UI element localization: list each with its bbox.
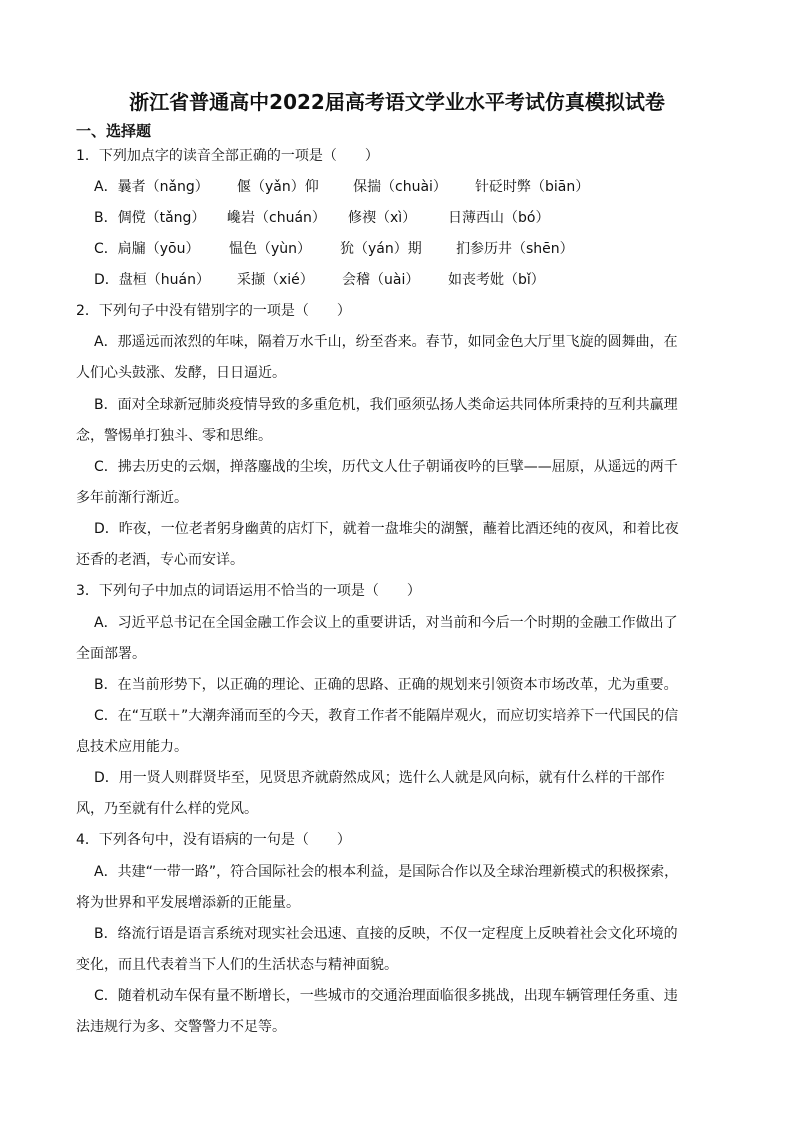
q2-option-b-line-1: B．面对全球新冠肺炎疫情导致的多重危机，我们亟须弘扬人类命运共同体所秉持的互利共赢理 (94, 397, 678, 413)
q1-option-a-item-2: 偃（yǎn）仰 (237, 179, 319, 195)
q2-option-d-line-1: D．昨夜，一位老者躬身幽黄的店灯下，就着一盘堆尖的湖蟹，蘸着比酒还纯的夜风，和着比夜 (94, 521, 679, 537)
q1-option-d-item-2: 采撷（xié） (237, 272, 314, 288)
q2-option-d-line-2: 还香的老酒，专心而安详。 (76, 552, 244, 568)
q1-option-d-item-3: 会稽（uài） (342, 272, 420, 288)
q4-option-c-line-1: C．随着机动车保有量不断增长，一些城市的交通治理面临很多挑战，出现车辆管理任务重、违 (94, 988, 678, 1004)
q1-option-b-item-3: 修禊（xì） (348, 210, 417, 226)
question-4-stem: 4．下列各句中，没有语病的一句是（ ） (76, 832, 351, 848)
q4-option-c-line-2: 法违规行为多、交警警力不足等。 (76, 1019, 286, 1035)
q1-option-a-item-3: 保揣（chuài） (353, 179, 447, 195)
question-2-stem: 2．下列句子中没有错别字的一项是（ ） (76, 303, 351, 319)
question-1-stem: 1．下列加点字的读音全部正确的一项是（ ） (76, 148, 379, 164)
q1-option-d-item-1: D．盘桓（huán） (94, 272, 210, 288)
q2-option-b-line-2: 念，警惕单打独斗、零和思维。 (76, 428, 272, 444)
q3-option-d-line-1: D．用一贤人则群贤毕至，见贤思齐就蔚然成风；选什么人就是风向标，就有什么样的干部作 (94, 770, 665, 786)
q1-option-b-item-4: 日薄西山（bó） (448, 210, 550, 226)
section-heading: 一、选择题 (76, 122, 152, 140)
page-title: 浙江省普通高中2022届高考语文学业水平考试仿真模拟试卷 (129, 90, 665, 114)
q1-option-c-item-1: C．扃牖（yōu） (94, 241, 200, 257)
q3-option-a-line-1: A．习近平总书记在全国金融工作会议上的重要讲话，对当前和今后一个时期的金融工作做出了 (94, 615, 678, 631)
q2-option-c-line-1: C．拂去历史的云烟，掸落鏖战的尘埃，历代文人仕子朝诵夜吟的巨擘——屈原，从遥远的两千 (94, 459, 678, 475)
q1-option-a-item-4: 针砭时弊（biān） (475, 179, 590, 195)
q2-option-c-line-2: 多年前渐行渐近。 (76, 490, 188, 506)
q3-option-c-line-2: 息技术应用能力。 (76, 739, 188, 755)
q1-option-a-item-1: A．曩者（nǎng） (94, 179, 209, 195)
q1-option-d-item-4: 如丧考妣（bǐ） (448, 272, 545, 288)
q3-option-d-line-2: 风，乃至就有什么样的党风。 (76, 801, 258, 817)
q3-option-a-line-2: 全面部署。 (76, 646, 146, 662)
question-3-stem: 3．下列句子中加点的词语运用不恰当的一项是（ ） (76, 583, 421, 599)
q4-option-a-line-1: A．共建“一带一路”，符合国际社会的根本利益，是国际合作以及全球治理新模式的积极探索， (94, 864, 679, 880)
q1-option-c-item-4: 扪参历井（shēn） (456, 241, 574, 257)
q1-option-b-item-2: 巉岩（chuán） (227, 210, 326, 226)
q4-option-a-line-2: 将为世界和平发展增添新的正能量。 (76, 895, 300, 911)
q3-option-b-line-1: B．在当前形势下，以正确的理论、正确的思路、正确的规划来引领资本市场改革，尤为重要。 (94, 677, 678, 693)
q1-option-c-item-2: 愠色（yùn） (229, 241, 312, 257)
q3-option-c-line-1: C．在“互联＋”大潮奔涌而至的今天，教育工作者不能隔岸观火，而应切实培养下一代国民的信 (94, 708, 679, 724)
q1-option-b-item-1: B．倜傥（tǎng） (94, 210, 206, 226)
q4-option-b-line-2: 变化，而且代表着当下人们的生活状态与精神面貌。 (76, 957, 398, 973)
q2-option-a-line-2: 人们心头鼓涨、发酵，日日逼近。 (76, 365, 286, 381)
q2-option-a-line-1: A．那遥远而浓烈的年味，隔着万水千山，纷至沓来。春节，如同金色大厅里飞旋的圆舞曲，在 (94, 334, 678, 350)
q4-option-b-line-1: B．络流行语是语言系统对现实社会迅速、直接的反映，不仅一定程度上反映着社会文化环境的 (94, 926, 678, 942)
q1-option-c-item-3: 狁（yán）期 (340, 241, 422, 257)
